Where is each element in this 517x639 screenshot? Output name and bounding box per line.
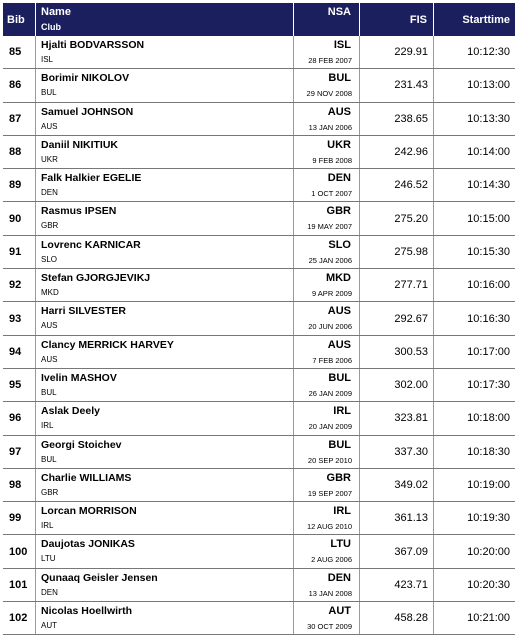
bib-cell: 88: [3, 136, 36, 168]
starttime-cell: 10:13:00: [467, 79, 510, 92]
nsa-code: MKD: [325, 272, 351, 285]
bib-cell: 86: [3, 69, 36, 101]
table-row: [3, 502, 515, 535]
athlete-club: AUS: [41, 121, 58, 131]
name-cell: [36, 336, 294, 368]
fis-points-cell: 337.30: [360, 436, 434, 468]
athlete-name: Daniil NIKITIUK: [41, 138, 119, 151]
nsa-cell: [294, 469, 360, 501]
starttime-cell: 10:17:00: [467, 345, 510, 358]
starttime-cell: 10:14:00: [467, 146, 510, 159]
name-cell: [36, 103, 294, 135]
athlete-name: Aslak Deely: [41, 405, 100, 418]
starttime-cell: 10:13:30: [467, 112, 510, 125]
athlete-club: MKD: [41, 288, 59, 298]
name-cell: [36, 36, 294, 68]
fis-points-cell: 423.71: [360, 569, 434, 601]
bib-cell: 92: [3, 269, 36, 301]
bib-cell: 95: [3, 369, 36, 401]
birth-date: 19 SEP 2007: [307, 488, 352, 498]
athlete-name: Georgi Stoichev: [41, 438, 122, 451]
name-cell: [36, 502, 294, 534]
bib-cell: 96: [3, 402, 36, 434]
athlete-club: BUL: [41, 387, 57, 397]
athlete-club: IRL: [41, 421, 54, 431]
name-cell: [36, 169, 294, 201]
starttime-cell: 10:12:30: [467, 46, 510, 59]
fis-points-cell: 323.81: [360, 402, 434, 434]
bib-cell: 89: [3, 169, 36, 201]
header-bib: Bib: [3, 3, 36, 36]
birth-date: 20 JUN 2006: [308, 322, 352, 332]
fis-points-cell: 349.02: [360, 469, 434, 501]
nsa-code: UKR: [327, 138, 351, 151]
name-cell: [36, 69, 294, 101]
fis-points-cell: 275.98: [360, 236, 434, 268]
starttime-cell: 10:16:30: [467, 312, 510, 325]
nsa-cell: [294, 69, 360, 101]
athlete-name: Lorcan MORRISON: [41, 505, 137, 518]
starttime-cell: 10:19:00: [467, 479, 510, 491]
header-starttime: Starttime: [462, 13, 510, 26]
bib-cell: 102: [3, 602, 36, 634]
birth-date: 1 OCT 2007: [311, 189, 352, 199]
table-row: [3, 269, 515, 302]
starttime-cell: 10:17:30: [467, 379, 510, 392]
fis-points-cell: 242.96: [360, 136, 434, 168]
starttime-cell: 10:19:30: [467, 512, 510, 525]
nsa-cell: [294, 436, 360, 468]
birth-date: 30 OCT 2009: [307, 622, 352, 632]
birth-date: 9 FEB 2008: [312, 155, 352, 165]
table-row: [3, 436, 515, 469]
table-row: [3, 202, 515, 235]
fis-points-cell: 231.43: [360, 69, 434, 101]
bib-cell: 93: [3, 302, 36, 334]
fis-points-cell: 458.28: [360, 602, 434, 634]
table-row: [3, 569, 515, 602]
nsa-cell: [294, 103, 360, 135]
athlete-name: Nicolas Hoellwirth: [41, 605, 133, 618]
athlete-club: BUL: [41, 454, 57, 464]
bib-cell: 87: [3, 103, 36, 135]
nsa-code: IRL: [333, 405, 351, 418]
birth-date: 19 MAY 2007: [307, 222, 352, 232]
bib-cell: 91: [3, 236, 36, 268]
starttime-cell: 10:18:30: [467, 445, 510, 458]
table-row: [3, 169, 515, 202]
nsa-cell: [294, 236, 360, 268]
nsa-code: GBR: [326, 471, 351, 484]
athlete-club: AUT: [41, 621, 57, 631]
athlete-name: Hjalti BODVARSSON: [41, 39, 145, 51]
starttime-cell: 10:16:00: [467, 279, 510, 292]
table-row: [3, 103, 515, 136]
athlete-club: LTU: [41, 554, 56, 564]
nsa-code: BUL: [328, 72, 351, 85]
birth-date: 20 SEP 2010: [307, 455, 352, 465]
table-row: [3, 535, 515, 568]
athlete-name: Falk Halkier EGELIE: [41, 172, 142, 185]
name-cell: [36, 402, 294, 434]
bib-cell: 85: [3, 36, 36, 68]
nsa-code: AUT: [328, 605, 351, 618]
birth-date: 9 APR 2009: [311, 289, 352, 299]
table-row: [3, 302, 515, 335]
table-row: [3, 69, 515, 102]
nsa-cell: [294, 169, 360, 201]
athlete-club: IRL: [41, 521, 54, 531]
header-nsa-label: NSA: [327, 6, 351, 18]
nsa-cell: [294, 502, 360, 534]
athlete-name: Borimir NIKOLOV: [41, 72, 130, 85]
athlete-name: Samuel JOHNSON: [41, 105, 134, 118]
nsa-code: DEN: [327, 172, 351, 185]
athlete-name: Ivelin MASHOV: [41, 371, 117, 384]
bib-cell: 100: [3, 535, 36, 567]
athlete-club: SLO: [41, 254, 58, 264]
starttime-cell: 10:15:00: [467, 212, 510, 225]
name-cell: [36, 136, 294, 168]
name-cell: [36, 369, 294, 401]
birth-date: 25 JAN 2006: [308, 255, 352, 265]
bib-cell: 97: [3, 436, 36, 468]
table-row: [3, 469, 515, 502]
fis-points-cell: 277.71: [360, 269, 434, 301]
name-cell: [36, 569, 294, 601]
table-row: [3, 236, 515, 269]
nsa-cell: [294, 369, 360, 401]
nsa-cell: [294, 535, 360, 567]
nsa-code: BUL: [328, 438, 351, 451]
nsa-cell: [294, 269, 360, 301]
starttime-cell: 10:15:30: [467, 245, 510, 258]
name-cell: [36, 469, 294, 501]
fis-points-cell: 300.53: [360, 336, 434, 368]
fis-points-cell: 229.91: [360, 36, 434, 68]
nsa-cell: [294, 402, 360, 434]
athlete-club: AUS: [41, 321, 58, 331]
fis-points-cell: 361.13: [360, 502, 434, 534]
starttime-cell: 10:20:30: [467, 578, 510, 591]
table-row: [3, 36, 515, 69]
fis-points-cell: 246.52: [360, 169, 434, 201]
athlete-name: Qunaaq Geisler Jensen: [41, 571, 158, 584]
starttime-cell: 10:21:00: [467, 612, 510, 625]
fis-points-cell: 302.00: [360, 369, 434, 401]
nsa-code: AUS: [327, 305, 351, 318]
athlete-club: DEN: [41, 188, 58, 198]
athlete-name: Lovrenc KARNICAR: [41, 238, 141, 251]
name-cell: [36, 302, 294, 334]
nsa-code: GBR: [326, 205, 351, 218]
birth-date: 28 FEB 2007: [308, 56, 352, 65]
nsa-code: AUS: [327, 105, 351, 118]
nsa-cell: [294, 136, 360, 168]
starttime-cell: 10:14:30: [467, 179, 510, 192]
starttime-cell: 10:18:00: [467, 412, 510, 425]
starttime-cell: 10:20:00: [467, 545, 510, 558]
athlete-name: Clancy MERRICK HARVEY: [41, 338, 174, 351]
table-row: [3, 602, 515, 635]
bib-cell: 94: [3, 336, 36, 368]
name-cell: [36, 535, 294, 567]
nsa-cell: [294, 36, 360, 68]
table-header: [3, 3, 515, 36]
table-row: [3, 402, 515, 435]
athlete-club: UKR: [41, 154, 58, 164]
athlete-club: AUS: [41, 354, 58, 364]
fis-points-cell: 275.20: [360, 202, 434, 234]
table-row: [3, 136, 515, 169]
nsa-code: AUS: [327, 338, 351, 351]
athlete-club: ISL: [41, 55, 54, 64]
birth-date: 20 JAN 2009: [308, 422, 352, 432]
bib-cell: 98: [3, 469, 36, 501]
nsa-code: LTU: [330, 538, 351, 551]
birth-date: 13 JAN 2008: [308, 588, 352, 598]
fis-points-cell: 292.67: [360, 302, 434, 334]
nsa-code: SLO: [328, 238, 351, 251]
athlete-name: Charlie WILLIAMS: [41, 471, 132, 484]
athlete-club: DEN: [41, 587, 58, 597]
header-nsa: [294, 3, 360, 36]
nsa-cell: [294, 202, 360, 234]
athlete-name: Stefan GJORGJEVIKJ: [41, 272, 151, 285]
start-list-table: [3, 3, 515, 635]
header-fis: FIS: [360, 3, 434, 36]
athlete-club: GBR: [41, 221, 59, 231]
name-cell: [36, 269, 294, 301]
nsa-cell: [294, 569, 360, 601]
athlete-name: Harri SILVESTER: [41, 305, 126, 318]
birth-date: 7 FEB 2006: [312, 355, 352, 365]
header-club: Club: [41, 22, 61, 32]
birth-date: 13 JAN 2006: [308, 122, 352, 132]
athlete-name: Daujotas JONIKAS: [41, 538, 135, 551]
bib-cell: 101: [3, 569, 36, 601]
athlete-name: Rasmus IPSEN: [41, 205, 117, 218]
fis-points-cell: 238.65: [360, 103, 434, 135]
nsa-code: ISL: [333, 39, 351, 51]
fis-points-cell: 367.09: [360, 535, 434, 567]
table-row: [3, 369, 515, 402]
nsa-code: DEN: [327, 571, 351, 584]
birth-date: 2 AUG 2006: [311, 555, 352, 565]
nsa-cell: [294, 302, 360, 334]
name-cell: [36, 436, 294, 468]
bib-cell: 99: [3, 502, 36, 534]
athlete-club: GBR: [41, 487, 59, 497]
table-body: [3, 36, 515, 635]
birth-date: 26 JAN 2009: [308, 388, 352, 398]
nsa-cell: [294, 336, 360, 368]
athlete-club: BUL: [41, 88, 57, 98]
name-cell: [36, 602, 294, 634]
name-cell: [36, 236, 294, 268]
name-cell: [36, 202, 294, 234]
nsa-code: BUL: [328, 371, 351, 384]
header-name-club: [36, 3, 294, 36]
header-name: Name: [41, 6, 71, 18]
nsa-code: IRL: [333, 505, 351, 518]
table-row: [3, 336, 515, 369]
nsa-cell: [294, 602, 360, 634]
birth-date: 29 NOV 2008: [306, 89, 352, 99]
bib-cell: 90: [3, 202, 36, 234]
birth-date: 12 AUG 2010: [306, 522, 352, 532]
